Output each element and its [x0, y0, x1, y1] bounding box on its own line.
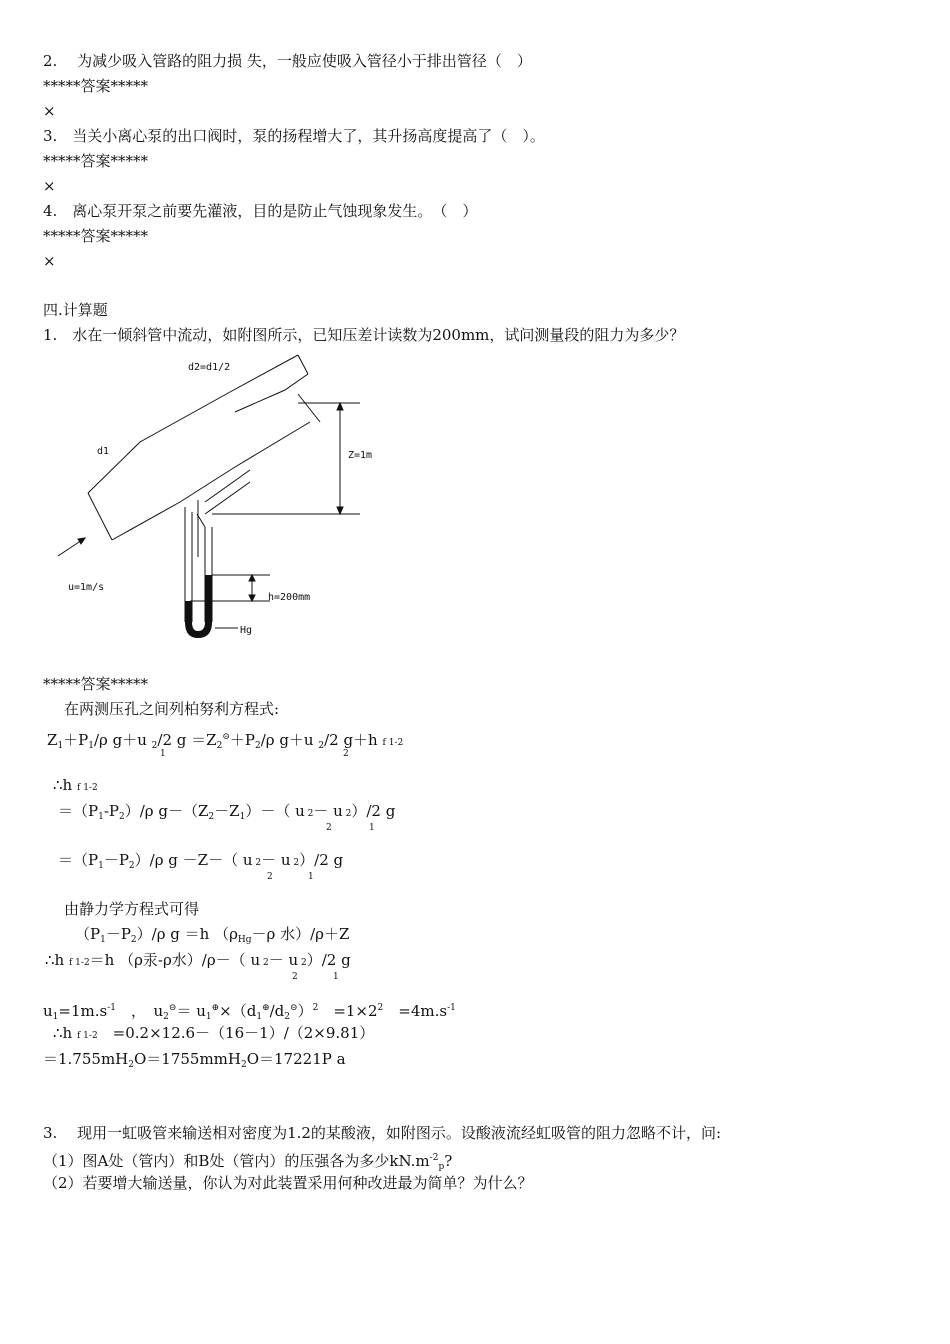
static-intro: 由静力学方程式可得 [64, 900, 200, 918]
bernoulli-equation: $Z_1+P_1/\rho$ g＋u $_2$/2 $g =Z_2^⊝+P_2/\rho$ g＋u $_2$/2 g＋h f 1-2 [47, 731, 404, 751]
velocity-equation: $u_1=1m.s^{-1}$ ， $u_2^⊝= u_1^\oplus\times(d_1^\oplus/d_2^⊝)^2$ $=1\times 2^2$ $=4m.s^{-1}$ [43, 1002, 456, 1022]
sub-index: 1 [160, 749, 166, 759]
therefore-hf: ∴h f 1-2 [53, 776, 98, 794]
answer-marker: *****答案***** [43, 77, 149, 95]
calc-question-3-part2: （2）若要增大输送量，你认为对此装置采用何种改进最为简单？为什么？ [43, 1174, 533, 1192]
sub-index: 2 [343, 749, 349, 759]
section-title: 四.计算题 [43, 301, 108, 319]
label-d2: d2=d1/2 [188, 362, 231, 373]
sub-index: 2 [267, 872, 273, 882]
sub-index: 1 [333, 972, 339, 982]
answer-marker: *****答案***** [43, 227, 149, 245]
static-equation: $(P_1-P_2)/\rho$ g ＝h （$\rho_{Hg}-\rho$ 水）/ρ＋Z [75, 925, 350, 945]
tf-question-4: 4. 离心泵开泵之前要先灌液，目的是防止气蚀现象发生。 （ ） [43, 202, 478, 220]
calc-question-3: 3. 现用一虹吸管来输送相对密度为1.2的某酸液，如附图示。设酸液流经虹吸管的阻力忽略不计，问: [43, 1124, 721, 1142]
tf-question-2: 2. 为减少吸入管路的阻力损 失，一般应使吸入管径小于排出管径（ ） [43, 52, 532, 70]
equation-2: $=(P_1-P_2)/\rho$ $g-(Z_2-Z_1)-$（ u 2－ u 2）/2 g [58, 802, 396, 822]
calc-question-1: 1. 水在一倾斜管中流动，如附图所示，已知压差计读数为200mm，试问测量段的阻力为多少？ [43, 326, 685, 344]
answer-value: × [43, 252, 56, 270]
answer-value: × [43, 177, 56, 195]
answer-value: × [43, 102, 56, 120]
final-result: $=1.755mH_2O=1755mmH_2O=17221P$ a [43, 1050, 346, 1070]
tap-right [205, 470, 250, 502]
result-equation: ∴h f 1-2 =0.2×12.6－（16－1）/（2×9.81） [53, 1024, 375, 1042]
mercury-u-tube [185, 575, 212, 638]
sub-index: 2 [326, 823, 332, 833]
label-u: u=1m/s [68, 582, 105, 593]
tf-question-3: 3. 当关小离心泵的出口阀时，泵的扬程增大了，其升扬高度提高了（ ）。 [43, 127, 545, 145]
calc-question-3-part1: （1）图A处（管内）和B处（管内）的压强各为多少$kN.m^{-2}_p$? [43, 1152, 453, 1172]
label-hg: Hg [240, 625, 253, 636]
label-z: Z=1m [348, 450, 373, 461]
inclined-pipe-figure [40, 352, 420, 652]
pipe-lower-edge [112, 422, 310, 540]
sub-index: 2 [292, 972, 298, 982]
answer-intro: 在两测压孔之间列柏努利方程式: [64, 700, 280, 718]
label-h: h=200mm [268, 592, 311, 603]
hf-equation: ∴h f 1-2＝h （ρ汞-ρ水）/ρ－（ u 2－ u 2）/2 g [45, 951, 351, 969]
sub-index: 1 [308, 872, 314, 882]
equation-3: $=(P_1-P_2)/\rho$ g －Z－（ u 2－ u 2）/2 g [58, 851, 344, 871]
pipe-upper-edge [88, 355, 298, 493]
sub-index: 1 [369, 823, 375, 833]
answer-marker: *****答案***** [43, 675, 149, 693]
label-d1: d1 [97, 446, 110, 457]
answer-marker: *****答案***** [43, 152, 149, 170]
